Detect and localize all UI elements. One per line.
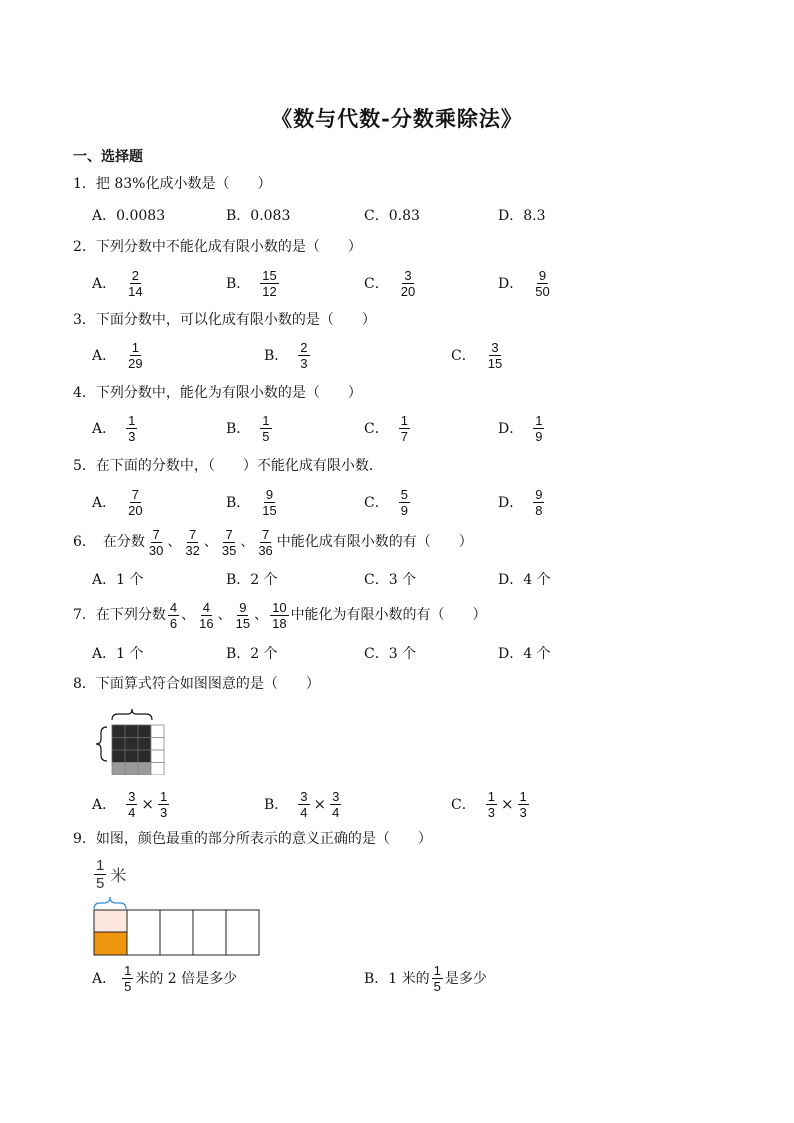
- denominator: 4: [128, 804, 136, 820]
- numerator: 2: [131, 267, 139, 283]
- q2-option-c[interactable]: [364, 265, 419, 301]
- separator: 、: [181, 607, 196, 623]
- option-label: A．: [92, 421, 117, 437]
- option-label: D．: [498, 495, 524, 511]
- denominator: 32: [185, 542, 200, 558]
- separator: 、: [167, 534, 182, 550]
- option-text: B．1 米的: [364, 971, 430, 987]
- fraction: [220, 527, 238, 558]
- numerator: 4: [169, 599, 178, 615]
- q6-option-d[interactable]: D．4 个: [498, 572, 551, 588]
- option-label: A．: [92, 797, 117, 813]
- option-label: A．: [92, 276, 117, 292]
- times-sign: ×: [313, 795, 327, 813]
- denominator: 30: [148, 542, 164, 558]
- fraction: [533, 413, 544, 444]
- grid-cell: [125, 750, 138, 763]
- fraction: [432, 963, 443, 994]
- denominator: 5: [96, 874, 105, 892]
- denominator: 5: [124, 978, 132, 994]
- grid-cell: [138, 725, 151, 738]
- fraction: [126, 789, 137, 820]
- numerator: 4: [202, 599, 210, 615]
- question-2-stem: 2．下列分数中不能化成有限小数的是（ ）: [73, 239, 362, 255]
- fraction: [533, 268, 551, 299]
- q7-option-d[interactable]: D．4 个: [498, 646, 551, 662]
- denominator: 5: [433, 978, 441, 994]
- denominator: 35: [221, 542, 237, 558]
- fraction: [126, 268, 144, 299]
- fraction: [234, 600, 252, 631]
- numerator: 10: [272, 599, 287, 615]
- stem-text: 7．在下列分数: [73, 607, 166, 623]
- denominator: 3: [487, 804, 495, 820]
- numerator: 3: [404, 267, 412, 283]
- numerator: 3: [491, 339, 499, 355]
- denominator: 18: [272, 615, 287, 631]
- option-label: B．: [226, 495, 251, 511]
- q1-option-d[interactable]: D．8.3: [498, 208, 546, 224]
- option-label: A．: [92, 348, 117, 364]
- grid-cell: [125, 725, 138, 738]
- q8-grid-figure: [92, 705, 172, 775]
- option-label: C．: [451, 797, 476, 813]
- numerator: 7: [225, 526, 233, 542]
- q7-option-b[interactable]: B．2 个: [226, 646, 278, 662]
- grid-cell: [125, 763, 138, 776]
- grid-cell: [138, 750, 151, 763]
- separator: 、: [240, 534, 255, 550]
- numerator: 7: [189, 526, 197, 542]
- numerator: 1: [433, 962, 441, 978]
- denominator: 15: [262, 502, 277, 518]
- fraction: [158, 789, 169, 820]
- q5-option-d[interactable]: [498, 484, 546, 520]
- q4-option-a[interactable]: [92, 410, 139, 446]
- fraction: [197, 600, 215, 631]
- question-4-stem: 4．下列分数中，能化为有限小数的是（ ）: [73, 385, 362, 401]
- grid-cell: [151, 750, 164, 763]
- q4-option-c[interactable]: [364, 410, 412, 446]
- q4-option-b[interactable]: [226, 410, 274, 446]
- denominator: 3: [128, 428, 136, 444]
- numerator: 7: [152, 526, 160, 542]
- fraction: [260, 268, 278, 299]
- numerator: 2: [300, 339, 308, 355]
- fraction: [183, 527, 201, 558]
- question-9-stem: 9．如图，颜色最重的部分所表示的意义正确的是（ ）: [73, 831, 432, 847]
- denominator: 7: [400, 428, 408, 444]
- numerator: 9: [535, 486, 543, 502]
- fraction: [260, 487, 278, 518]
- numerator: 9: [239, 599, 247, 615]
- numerator: 1: [131, 339, 139, 355]
- q3-option-b[interactable]: [264, 337, 312, 373]
- fraction: [399, 413, 410, 444]
- denominator: 3: [300, 355, 308, 371]
- denominator: 3: [519, 804, 527, 820]
- grid-cell: [112, 750, 125, 763]
- fraction: [330, 789, 341, 820]
- denominator: 29: [128, 355, 143, 371]
- q1-option-c[interactable]: C．0.83: [364, 208, 420, 224]
- question-8-stem: 8．下面算式符合如图图意的是（ ）: [73, 676, 320, 692]
- q2-option-d[interactable]: [498, 265, 554, 301]
- grid-cell: [112, 738, 125, 751]
- numerator: 9: [265, 486, 274, 502]
- numerator: 1: [487, 788, 495, 804]
- fraction: [399, 268, 417, 299]
- q5-option-c[interactable]: [364, 484, 412, 520]
- q6-option-b[interactable]: B．2 个: [226, 572, 278, 588]
- denominator: 50: [535, 283, 550, 299]
- fraction: [126, 413, 137, 444]
- option-label: C．: [364, 495, 389, 511]
- fraction: [256, 527, 274, 558]
- numerator: 15: [262, 267, 277, 283]
- numerator: 1: [519, 788, 527, 804]
- stem-text: 中能化成有限小数的有（ ）: [276, 534, 473, 550]
- denominator: 16: [199, 615, 214, 631]
- denominator: 9: [400, 502, 408, 518]
- page-title: 《数与代数-分数乘除法》: [271, 106, 523, 131]
- numerator: 1: [128, 412, 136, 428]
- separator: 、: [254, 607, 269, 623]
- denominator: 6: [169, 615, 178, 631]
- option-text: 是多少: [444, 971, 487, 987]
- numerator: 1: [262, 412, 270, 428]
- numerator: 1: [535, 412, 543, 428]
- numerator: 1: [159, 788, 168, 804]
- q3-option-a[interactable]: [92, 337, 147, 373]
- fraction: [298, 340, 309, 371]
- denominator: 15: [235, 615, 251, 631]
- grid-cell: [151, 738, 164, 751]
- q9-option-a[interactable]: [92, 960, 237, 996]
- question-6-stem: [73, 524, 473, 560]
- q6-option-c[interactable]: C．3 个: [364, 572, 417, 588]
- denominator: 5: [262, 428, 270, 444]
- q7-option-a[interactable]: A．1 个: [92, 646, 144, 662]
- fraction: [298, 789, 309, 820]
- question-3-stem: 3．下面分数中，可以化成有限小数的是（ ）: [73, 312, 376, 328]
- option-label: C．: [364, 276, 389, 292]
- q1-option-a[interactable]: A．0.0083: [92, 208, 166, 224]
- denominator: 14: [128, 283, 143, 299]
- fraction: [147, 527, 165, 558]
- times-sign: ×: [500, 795, 514, 813]
- stem-text: 中能化为有限小数的有（ ）: [290, 607, 487, 623]
- denominator: 3: [159, 804, 168, 820]
- grid-cell: [112, 725, 125, 738]
- denominator: 9: [535, 428, 543, 444]
- numerator: 1: [96, 856, 105, 874]
- q8-option-b[interactable]: [264, 786, 343, 822]
- question-7-stem: [73, 597, 487, 633]
- numerator: 3: [128, 788, 136, 804]
- fraction: [486, 340, 504, 371]
- option-label: B．: [264, 797, 289, 813]
- denominator: 4: [300, 804, 308, 820]
- option-label: A．: [92, 495, 117, 511]
- denominator: 12: [262, 283, 277, 299]
- q2-option-b[interactable]: [226, 265, 281, 301]
- fraction: [126, 487, 144, 518]
- fraction: [94, 857, 106, 892]
- grid-cell: [138, 763, 151, 776]
- question-1-stem: 1．把 83%化成小数是（ ）: [73, 176, 272, 192]
- numerator: 1: [400, 412, 408, 428]
- denominator: 8: [535, 502, 543, 518]
- stem-text: 6． 在分数: [73, 534, 145, 550]
- fraction: [518, 789, 529, 820]
- q5-option-a[interactable]: [92, 484, 147, 520]
- numerator: 3: [332, 788, 340, 804]
- option-label: D．: [498, 421, 524, 437]
- denominator: 20: [128, 502, 143, 518]
- q8-option-c[interactable]: [451, 786, 531, 822]
- q4-option-d[interactable]: [498, 410, 546, 446]
- numerator: 1: [124, 962, 132, 978]
- denominator: 20: [400, 283, 416, 299]
- denominator: 36: [258, 542, 273, 558]
- fraction: [533, 487, 544, 518]
- option-label: D．: [498, 276, 524, 292]
- grid-cell: [112, 763, 125, 776]
- q5-option-b[interactable]: [226, 484, 281, 520]
- grid-cell: [151, 725, 164, 738]
- numerator: 3: [300, 788, 308, 804]
- grid-cell: [125, 738, 138, 751]
- q9-strip-figure: [92, 894, 264, 958]
- unit-label: 米: [110, 865, 127, 885]
- q6-option-a[interactable]: A．1 个: [92, 572, 144, 588]
- grid-cell: [138, 738, 151, 751]
- numerator: 7: [261, 526, 270, 542]
- option-text: 米的 2 倍是多少: [135, 971, 238, 987]
- numerator: 9: [538, 267, 547, 283]
- grid-cells: [112, 725, 164, 775]
- q9-option-b[interactable]: [364, 960, 487, 996]
- option-label: B．: [226, 276, 251, 292]
- option-label: C．: [364, 421, 389, 437]
- numerator: 7: [131, 486, 139, 502]
- fraction: [486, 789, 497, 820]
- fraction: [168, 600, 179, 631]
- grid-cell: [151, 763, 164, 776]
- q8-option-a[interactable]: [92, 786, 171, 822]
- denominator: 4: [332, 804, 340, 820]
- section-heading: 一、选择题: [73, 149, 143, 165]
- separator: 、: [203, 534, 218, 550]
- q3-option-c[interactable]: [451, 337, 506, 373]
- times-sign: ×: [141, 795, 154, 813]
- fraction: [270, 600, 288, 631]
- q7-option-c[interactable]: C．3 个: [364, 646, 417, 662]
- numerator: 5: [400, 486, 408, 502]
- separator: 、: [217, 607, 232, 623]
- q2-option-a[interactable]: [92, 265, 147, 301]
- fraction: [260, 413, 271, 444]
- denominator: 15: [487, 355, 503, 371]
- fraction: [126, 340, 144, 371]
- option-label: C．: [451, 348, 476, 364]
- q9-figure-label: [92, 856, 126, 892]
- question-5-stem: 5．在下面的分数中，（ ）不能化成有限小数．: [73, 458, 383, 474]
- option-label: B．: [264, 348, 289, 364]
- fraction: [122, 963, 133, 994]
- option-label: B．: [226, 421, 251, 437]
- option-label: A．: [92, 971, 117, 987]
- fraction: [399, 487, 410, 518]
- q1-option-b[interactable]: B．0.083: [226, 208, 291, 224]
